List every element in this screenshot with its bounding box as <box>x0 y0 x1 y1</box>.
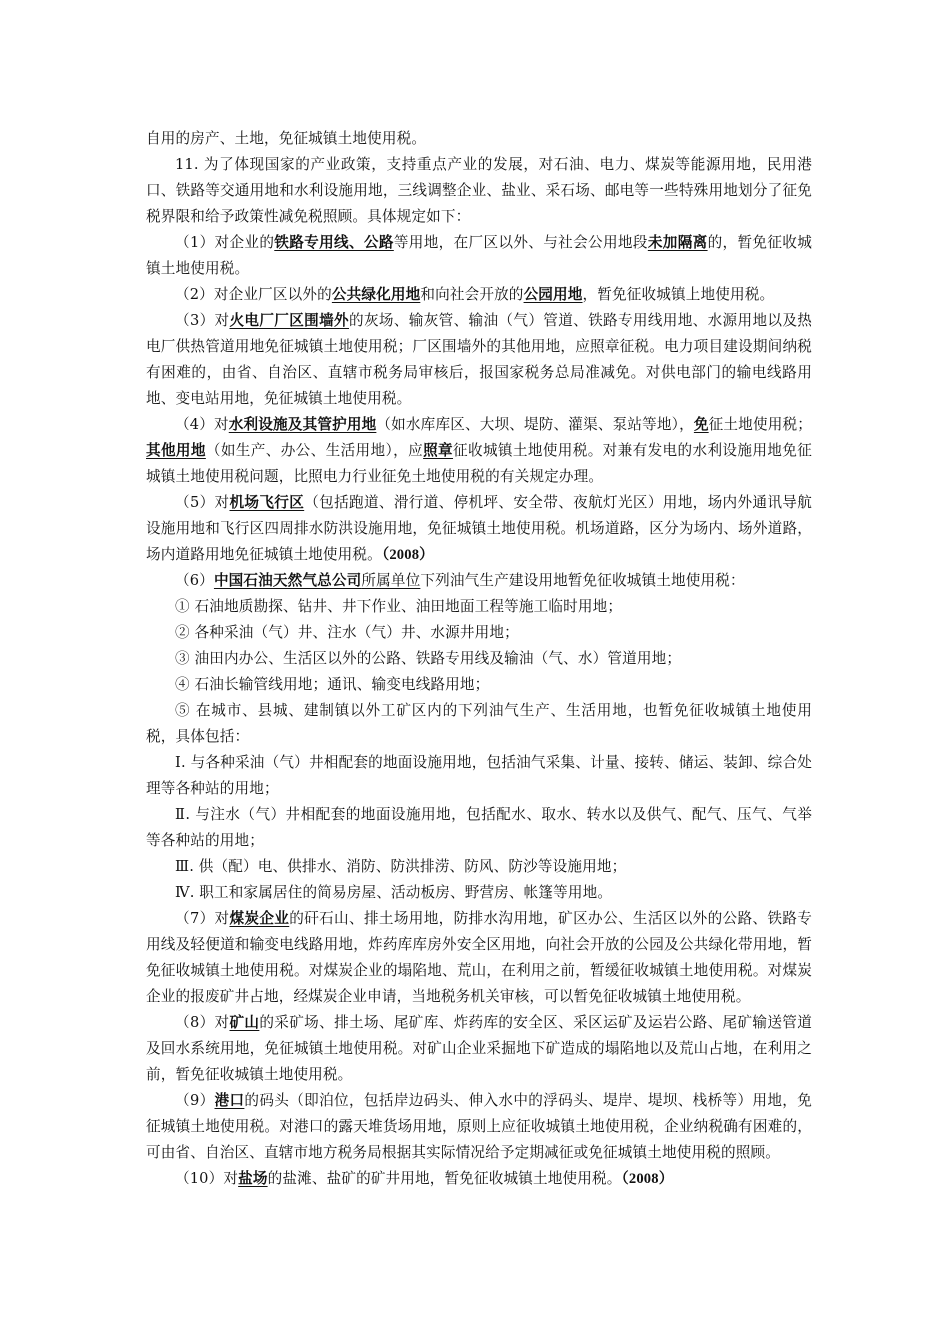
text: 的盐滩、盐矿的矿井用地，暂免征收城镇土地使用税。 <box>267 1170 622 1187</box>
text: ，暂免征收城镇上地使用税。 <box>582 286 775 303</box>
paragraph-rule-6 <box>146 568 812 594</box>
text: 征土地使用税； <box>708 416 812 433</box>
keyword-park-land: 公园用地 <box>523 286 583 303</box>
keyword-mine: 矿山 <box>229 1014 260 1031</box>
keyword-salt-field: 盐场 <box>238 1170 268 1187</box>
keyword-exempt: 免 <box>693 416 709 433</box>
year-tag: （2008） <box>621 1171 674 1187</box>
text: （8）对 <box>175 1014 230 1031</box>
paragraph-rule-2 <box>146 282 812 308</box>
keyword-as-per-rules: 照章 <box>423 442 454 459</box>
keyword-other-land: 其他用地 <box>146 442 206 459</box>
sublist-item-iii: Ⅲ. 供（配）电、供排水、消防、防洪排涝、防风、防沙等设施用地； <box>175 858 627 875</box>
text: 的码头（即泊位，包括岸边码头、伸入水中的浮码头、堤岸、堤坝、栈桥等）用地，免征城镇土地使用税。对港口的露天堆货场用地，原则上应征收城镇土地使用税，企业纳税确有困难的，可由省、自治区、直辖市地方税务局根据其实际情况给予定期减征或免征城镇土地使用税的照顾。 <box>146 1092 812 1161</box>
keyword-power-plant: 火电厂厂区围墙外 <box>229 312 350 329</box>
text: 等用地，在厂区以外、与社会公用地段 <box>393 234 648 251</box>
keyword-port: 港口 <box>214 1092 245 1109</box>
paragraph-rule-10 <box>146 1166 812 1192</box>
paragraph-rule-7 <box>146 906 812 1010</box>
text: （1）对企业的 <box>175 234 275 251</box>
keyword-water-facilities: 水利设施及其管护用地 <box>228 416 377 433</box>
keyword-cnpc: 中国石油天然气总公司 <box>213 572 362 589</box>
sublist-item-iv: Ⅳ. 职工和家属居住的简易房屋、活动板房、野营房、帐篷等用地。 <box>175 884 613 901</box>
text: 的，暂免征收城镇土地使用税。 <box>146 234 812 277</box>
text: 下列油气生产建设用地暂免征收城镇土地使用税： <box>420 572 745 589</box>
keyword-airfield: 机场飞行区 <box>229 494 305 511</box>
text: （4）对 <box>175 416 229 433</box>
text: 的矸石山、排土场用地，防排水沟用地，矿区办公、生活区以外的公路、铁路专用线及轻便道和输变电线路用地，炸药库库房外安全区用地，向社会开放的公园及公共绿化带用地，暂免征收城镇土地使用税。对煤炭企业的塌陷地、荒山，在利用之前，暂缓征收城镇土地使用税。对煤炭企业的报废矿井占地，经煤炭企业申请，当地税务机关审核，可以暂免征收城镇土地使用税。 <box>146 910 812 1005</box>
list-item-4: ④ 石油长输管线用地；通讯、输变电线路用地； <box>175 676 490 693</box>
year-tag: （2008） <box>381 547 434 563</box>
paragraph-rule-4 <box>146 412 812 490</box>
paragraph-item-11: 11. 为了体现国家的产业政策，支持重点产业的发展，对石油、电力、煤炭等能源用地，民用港口、铁路等交通用地和水利设施用地，三线调整企业、盐业、采石场、邮电等一些特殊用地划分了征免税界限和给予政策性减免税照顾。具体规定如下： <box>146 156 812 225</box>
text: （包括跑道、滑行道、停机坪、安全带、夜航灯光区）用地，场内外通讯导航设施用地和飞行区四周排水防洪设施用地，免征城镇土地使用税。机场道路，区分为场内、场外道路，场内道路用地免征城镇土地使用税。 <box>146 494 812 563</box>
text: （10）对 <box>175 1170 239 1187</box>
text: 征收城镇土地使用税。对兼有发电的水利设施用地免征城镇土地使用税问题，比照电力行业征免土地使用税的有关规定办理。 <box>146 442 812 485</box>
keyword-public-greenery: 公共绿化用地 <box>331 286 421 303</box>
keyword-not-isolated: 未加隔离 <box>647 234 708 251</box>
paragraph-rule-5 <box>146 490 812 568</box>
underlined-subsidiaries: 所属单位 <box>361 572 421 589</box>
list-item-3: ③ 油田内办公、生活区以外的公路、铁路专用线及输油（气、水）管道用地； <box>175 650 682 667</box>
paragraph-rule-9 <box>146 1088 812 1166</box>
text: （2）对企业厂区以外的 <box>175 286 332 303</box>
list-item-1: ① 石油地质勘探、钻井、井下作业、油田地面工程等施工临时用地； <box>175 598 623 615</box>
text: （如水库库区、大坝、堤防、灌渠、泵站等地）， <box>376 416 694 433</box>
text: 的采矿场、排土场、尾矿库、炸药库的安全区、采区运矿及运岩公路、尾矿输送管道及回水系统用地，免征城镇土地使用税。对矿山企业采掘地下矿造成的塌陷地以及荒山占地，在利用之前，暂免征收城镇土地使用税。 <box>146 1014 812 1083</box>
text: 的灰场、输灰管、输油（气）管道、铁路专用线用地、水源用地以及热电厂供热管道用地免征城镇土地使用税；厂区围墙外的其他用地，应照章征税。电力项目建设期间纳税有困难的，由省、自治区、直辖市税务局审核后，报国家税务总局准减免。对供电部门的输电线路用地、变电站用地，免征城镇土地使用税。 <box>146 312 813 407</box>
text: （5）对 <box>175 494 230 511</box>
list-item-5: ⑤ 在城市、县城、建制镇以外工矿区内的下列油气生产、生活用地，也暂免征收城镇土地使用税，具体包括： <box>146 702 812 745</box>
text: （6） <box>175 572 214 589</box>
list-item-2: ② 各种采油（气）井、注水（气）井、水源井用地； <box>175 624 519 641</box>
sublist-item-ii: Ⅱ. 与注水（气）井相配套的地面设施用地，包括配水、取水、转水以及供气、配气、压气、气举等各种站的用地； <box>146 806 812 849</box>
paragraph-rule-1 <box>146 230 812 282</box>
text: （3）对 <box>175 312 230 329</box>
paragraph-rule-3 <box>146 308 812 412</box>
text: （7）对 <box>175 910 230 927</box>
text: 和向社会开放的 <box>420 286 524 303</box>
paragraph-continuation: 自用的房产、土地，免征城镇土地使用税。 <box>146 130 427 147</box>
paragraph-rule-8 <box>146 1010 812 1088</box>
sublist-item-i: Ⅰ. 与各种采油（气）井相配套的地面设施用地，包括油气采集、计量、接转、储运、装卸、综合处理等各种站的用地； <box>146 754 812 797</box>
text: （9） <box>175 1092 215 1109</box>
document-body <box>146 126 812 1192</box>
text: （如生产、办公、生活用地），应 <box>205 442 424 459</box>
keyword-coal-enterprise: 煤炭企业 <box>229 910 290 927</box>
keyword-railway-road: 铁路专用线、公路 <box>274 234 394 251</box>
